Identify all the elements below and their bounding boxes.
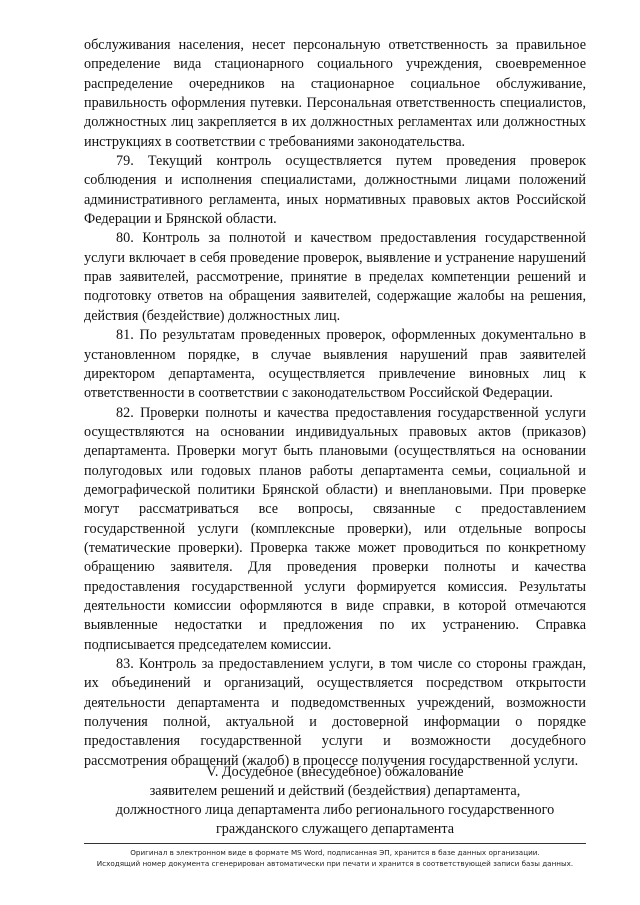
paragraph-79: 79. Текущий контроль осуществляется путем проведения проверок соблюдения и исполнения специалистами, должностными лицами положений административного регламента, иных нормативных правовых актов Российской Федерации и Брянской области. [84, 153, 586, 228]
paragraph-81: 81. По результатам проведенных проверок, оформленных документально в установленном порядке, в случае выявления нарушений прав заявителей директором департамента, осуществляется привлечение виновных лиц к ответственности в соответствии с законодательством Российской Федерации. [84, 327, 586, 402]
document-body [84, 36, 586, 771]
section-heading [84, 763, 586, 839]
paragraph-continuation: обслуживания населения, несет персональную ответственность за правильное определение вида стационарного социального учреждения, своевременное распределение очередников на стационарное социальное обслуживание, правильность оформления путевки. Персональная ответственность специалистов, должностных лиц закрепляется в их должностных регламентах или должностных инструкциях в соответствии с требованиями законодательства. [84, 37, 586, 150]
footer-line: Оригинал в электронном виде в формате MS Word, подписанная ЭП, хранится в базе данных организации. [130, 848, 540, 857]
paragraph-80: 80. Контроль за полнотой и качеством предоставления государственной услуги включает в себя проведение проверок, выявление и устранение нарушений прав заявителей, рассмотрение, принятие в пределах компетенции решений и подготовку ответов на обращения заявителей, содержащие жалобы на решения, действия (бездействие) должностных лиц. [84, 230, 586, 324]
section-heading-line: V. Досудебное (внесудебное) обжалование [206, 764, 464, 780]
footer-divider [84, 843, 586, 844]
section-heading-line: гражданского служащего департамента [215, 821, 455, 837]
section-heading-line: заявителем решений и действий (бездействия) департамента, [149, 783, 521, 799]
footer-note [84, 847, 586, 869]
paragraph-82: 82. Проверки полноты и качества предоставления государственной услуги осуществляются на основании индивидуальных правовых актов (приказов) департамента. Проверки могут быть плановыми (осуществляться на основании полугодовых или годовых планов работы департамента семьи, социальной и демографической политики Брянской области) и внеплановыми. При проверке могут рассматриваться все вопросы, связанные с предоставлением государственной услуги (комплексные проверки), или отдельные вопросы (тематические проверки). Проверка также может проводиться по конкретному обращению заявителя. Для проведения проверки полноты и качества предоставления государственной услуги формируется комиссия. Результаты деятельности комиссии оформляются в виде справки, в которой отмечаются выявленные недостатки и предложения по их устранению. Справка подписывается председателем комиссии. [84, 404, 586, 653]
section-heading-line: должностного лица департамента либо регионального государственного [115, 802, 555, 818]
footer-line: Исходящий номер документа сгенерирован автоматически при печати и хранится в соответствующей записи базы данных. [96, 859, 574, 868]
paragraph-83: 83. Контроль за предоставлением услуги, в том числе со стороны граждан, их объединений и организаций, осуществляется посредством открытости деятельности департамента и подведомственных учреждений, возможности получения полной, актуальной и достоверной информации о порядке предоставления государственной услуги и возможности досудебного рассмотрения обращений (жалоб) в процессе получения государственной услуги. [84, 656, 586, 769]
